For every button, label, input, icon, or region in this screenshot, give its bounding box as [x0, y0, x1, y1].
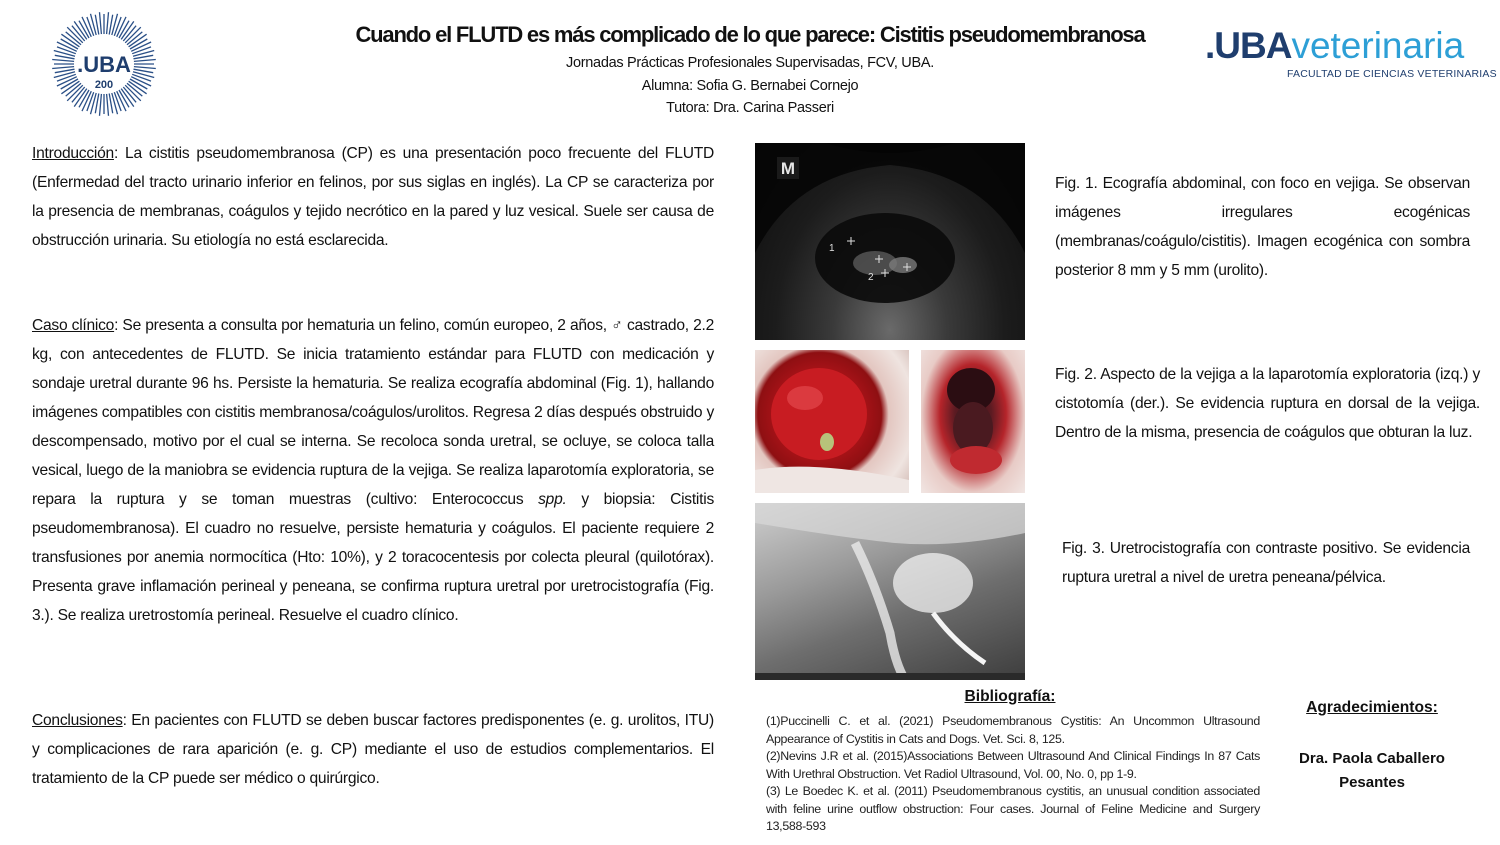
bibliography-ref: (1)Puccinelli C. et al. (2021) Pseudomembranous Cystitis: An Uncommon Ultrasound Appearance of Cystitis in Cats and Dogs. Vet. Sci. 8, 125.: [766, 714, 1260, 746]
radiograph-graphic: [755, 503, 1025, 680]
conclusions-text: : En pacientes con FLUTD se deben buscar factores predisponentes (e. g. urolitos, ITU) y complicaciones de rara aparición (e. g. CP) mediante el uso de estudios complementarios. El tratamiento de la CP puede ser médico o quirúrgico.: [32, 712, 714, 787]
poster-title: Cuando el FLUTD es más complicado de lo que parece: Cistitis pseudomembranosa: [355, 22, 1145, 47]
uba-200-logo: [48, 12, 160, 117]
fig3-urethrocystography-image: [755, 503, 1025, 680]
logo-veterinaria-text: veterinaria: [1291, 25, 1465, 66]
bibliography-list: [766, 713, 1260, 836]
laparotomy-graphic: [755, 350, 909, 493]
bibliography-ref: (2)Nevins J.R et al. (2015)Associations Between Ultrasound And Clinical Findings In 87 Cats With Urethral Obstruction. Vet Radiol Ultrasound, Vol. 00, No. 0, pp 1-9.: [766, 749, 1260, 781]
student-name: Alumna: Sofia G. Bernabei Cornejo: [641, 78, 859, 94]
uba-logo-text: .UBA: [77, 52, 131, 77]
fig1-ultrasound-image: [755, 143, 1025, 340]
uba-veterinaria-logo: [1205, 25, 1497, 90]
uba-logo-number: 200: [94, 79, 114, 91]
introduction-text: : La cistitis pseudomembranosa (CP) es una presentación poco frecuente del FLUTD (Enfermedad del tracto urinario inferior en felinos, por sus siglas en inglés). La CP se caracteriza por la presencia de membranas, coágulos y tejido necrótico en la pared y luz vesical. Suele ser causa de obstrucción urinaria. Su etiología no está esclarecida.: [32, 145, 714, 249]
fig2-cystotomy-photo: [921, 350, 1025, 493]
logo-uba-text: .UBA: [1205, 25, 1292, 66]
fig2-laparotomy-photo: [755, 350, 909, 493]
bibliography-heading: Bibliografía:: [964, 688, 1056, 705]
ultrasound-graphic: [755, 143, 1025, 340]
bibliography-ref: (3) Le Boedec K. et al. (2011) Pseudomembranous cystitis, an unusual condition associated with feline urine outflow obstruction: Four cases. Journal of Feline Medicine and Surgery 13,588-593: [766, 784, 1260, 833]
fig1-caption: Fig. 1. Ecografía abdominal, con foco en vejiga. Se observan imágenes irregulares ecogénicas (membranas/coágulo/cistitis). Imagen ecogénica con sombra posterior 8 mm y 5 mm (urolito).: [1055, 175, 1470, 279]
caliper-label-1: 1: [829, 243, 835, 254]
acknowledgements-heading: Agradecimientos:: [1306, 699, 1438, 716]
clinical-case-heading: Caso clínico: [32, 317, 115, 334]
fig3-caption: Fig. 3. Uretrocistografía con contraste positivo. Se evidencia ruptura uretral a nivel de uretra peneana/pélvica.: [1062, 540, 1470, 586]
clinical-case-text-a: : Se presenta a consulta por hematuria un felino, común europeo, 2 años, ♂ castrado, 2.2 kg, con antecedentes de FLUTD. Se inicia tratamiento estándar para FLUTD con medicación y sondaje uretral durante 96 hs. Persiste la hematuria. Se realiza ecografía abdominal (Fig. 1), hallando imágenes compatibles con cistitis membranosa/coágulos/urolitos. Regresa 2 días después obstruido y descompensado, motivo por el cual se interna. Se recoloca sonda uretral, se ocluye, se coloca talla vesical, luego de la maniobra se evidencia ruptura de la vejiga. Se realiza laparotomía exploratoria, se repara la ruptura y se toman muestras (cultivo: Enterococcus: [32, 317, 715, 508]
conclusions-section: [32, 706, 714, 793]
caliper-label-2: 2: [868, 272, 874, 283]
fig2-caption: Fig. 2. Aspecto de la vejiga a la laparotomía exploratoria (izq.) y cistotomía (der.). Se evidencia ruptura en dorsal de la vejiga. Dentro de la misma, presencia de coágulos que obturan la luz.: [1055, 366, 1480, 441]
introduction-heading: Introducción: [32, 145, 114, 162]
event-subtitle: Jornadas Prácticas Profesionales Supervisadas, FCV, UBA.: [566, 55, 934, 71]
cystotomy-graphic: [921, 350, 1025, 493]
acknowledgements-name-line2: Pesantes: [1339, 774, 1405, 791]
ultrasound-marker-label: M: [780, 159, 796, 178]
introduction-section: [32, 139, 714, 255]
logo-faculty-text: FACULTAD DE CIENCIAS VETERINARIAS: [1287, 68, 1497, 80]
acknowledgements-name: [1292, 747, 1452, 795]
tutor-name: Tutora: Dra. Carina Passeri: [666, 100, 834, 116]
clinical-case-italic: spp.: [538, 491, 567, 508]
acknowledgements-name-line1: Dra. Paola Caballero: [1299, 750, 1445, 767]
clinical-case-section: [32, 311, 714, 630]
uba-200-logo-graphic: [48, 12, 160, 117]
clinical-case-text-b: y biopsia: Cistitis pseudomembranosa). El cuadro no resuelve, persiste hematuria y coágulos. El paciente requiere 2 transfusiones por anemia normocítica (Hto: 10%), y 2 toracocentesis por colecta pleural (quilotórax). Presenta grave inflamación perineal y peneana, se confirma ruptura uretral por uretrocistografía (Fig. 3.). Se realiza uretrostomía perineal. Resuelve el cuadro clínico.: [32, 491, 714, 624]
conclusions-heading: Conclusiones: [32, 712, 123, 729]
